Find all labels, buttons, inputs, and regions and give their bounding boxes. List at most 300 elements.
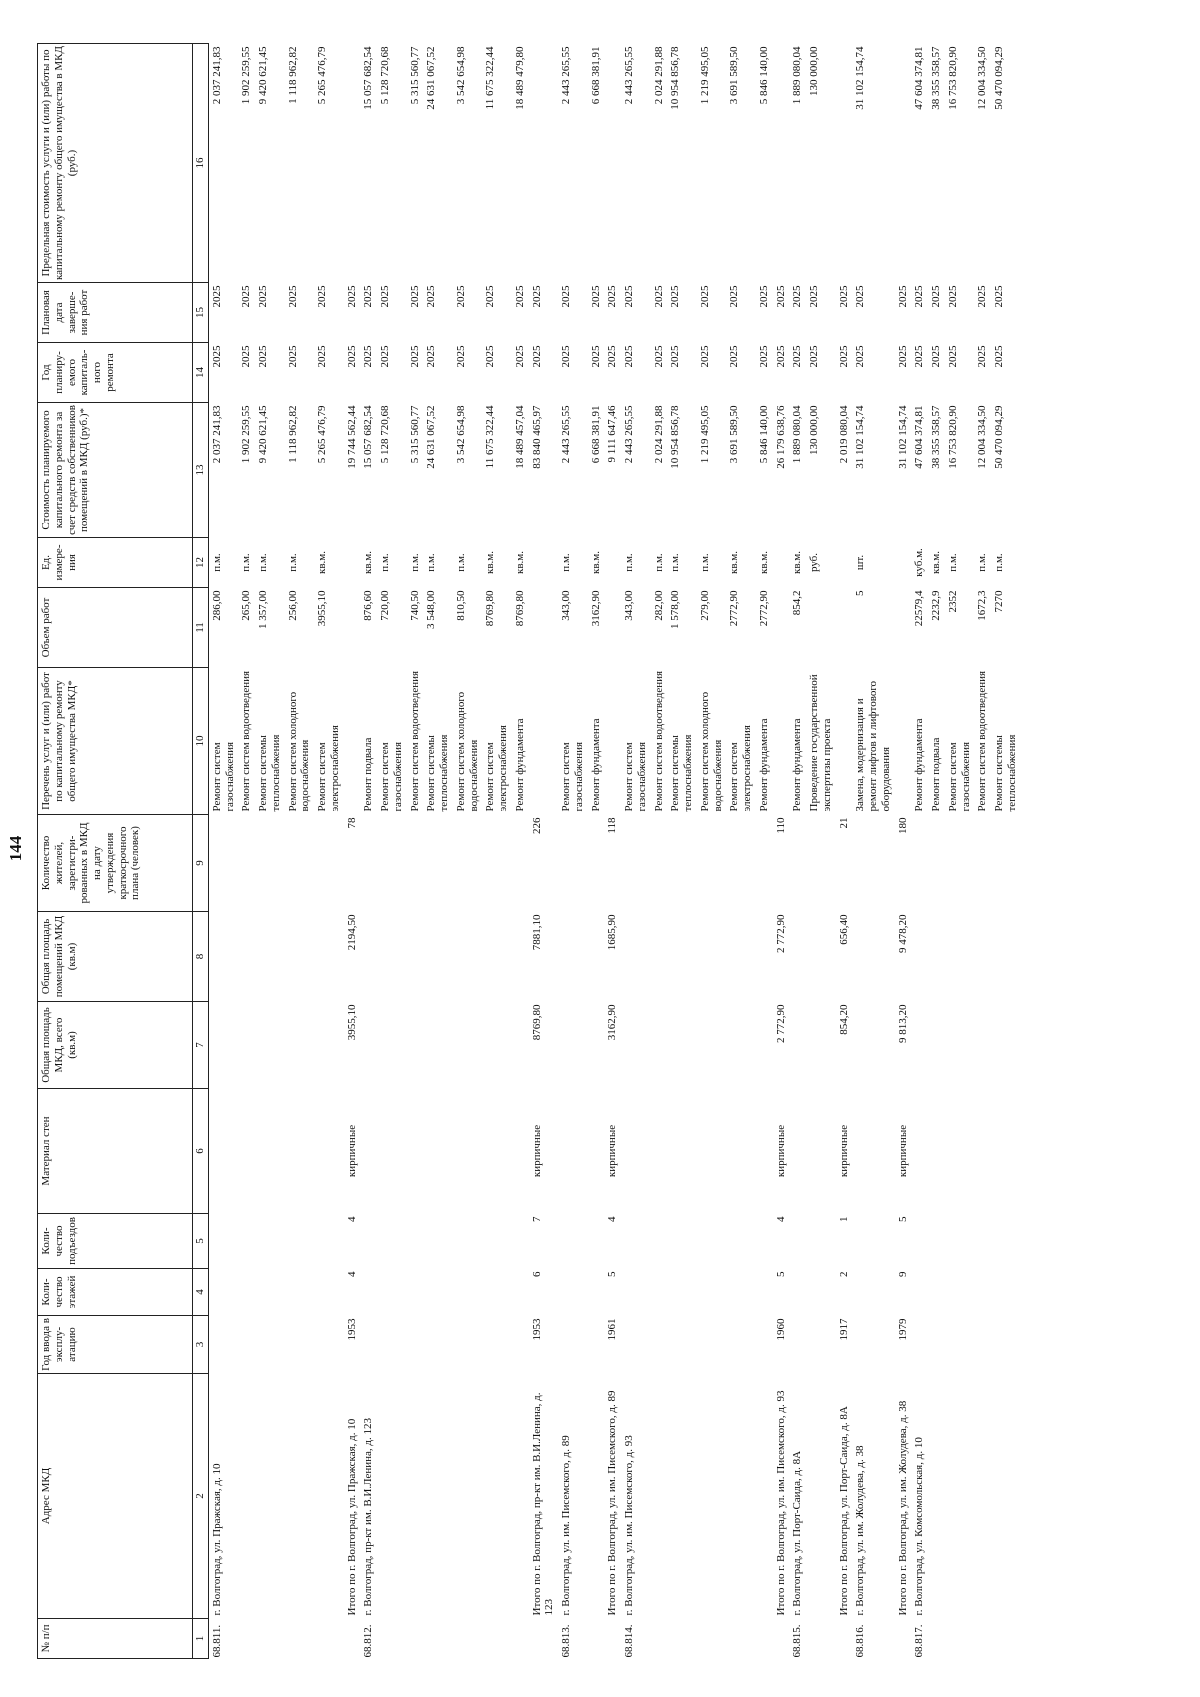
table-cell	[836, 668, 853, 815]
table-cell	[588, 815, 605, 912]
table-cell	[482, 815, 512, 912]
table-cell	[911, 1002, 928, 1089]
table-cell: 2772,90	[757, 590, 770, 627]
table-cell: 2025	[589, 345, 602, 368]
table-row	[285, 44, 315, 1659]
column-header: Количество жителей, зарегистри-рованных в МКД на дату утверждения краткосрочного плана (человек)	[38, 815, 193, 912]
table-cell: 2025	[854, 345, 867, 368]
table-cell	[928, 912, 945, 1002]
column-header: Год планиру-емого капиталь-ного ремонта	[38, 343, 193, 403]
table-cell	[482, 1619, 512, 1659]
table-cell: 2025	[454, 285, 467, 308]
table-cell	[255, 1619, 285, 1659]
table-cell: Ремонт систем водоотведения	[652, 670, 665, 812]
table-cell	[529, 588, 559, 668]
table-cell: 2 443 265,55	[560, 405, 572, 464]
table-cell	[806, 912, 836, 1002]
table-cell: 38 355 358,57	[930, 405, 942, 469]
column-header: Материал стен	[38, 1089, 193, 1214]
table-cell: 854,20	[837, 1004, 850, 1035]
table-row	[558, 44, 588, 1659]
table-cell	[255, 912, 285, 1002]
table-cell: 130 000,00	[808, 46, 820, 96]
table-cell: 2025	[589, 285, 602, 308]
column-number-row	[193, 44, 209, 1659]
table-cell: 740,50	[408, 590, 421, 621]
table-cell: Ремонт системы теплоснабжения	[425, 734, 450, 812]
table-cell	[558, 1269, 588, 1316]
table-cell: 2025	[757, 285, 770, 308]
column-header: Коли-чество этажей	[38, 1269, 193, 1316]
table-cell	[255, 1374, 285, 1619]
table-cell	[911, 1089, 928, 1214]
table-cell: 2025	[930, 285, 942, 308]
table-cell	[806, 588, 836, 668]
table-cell: 68.811.	[210, 1624, 223, 1658]
table-cell: 2025	[408, 345, 421, 368]
table-cell: 2025	[513, 285, 526, 308]
table-cell	[991, 1214, 1021, 1269]
table-cell: 18 489 479,80	[513, 46, 526, 110]
table-cell: 2025	[210, 345, 223, 368]
table-row	[482, 44, 512, 1659]
table-cell: 265,00	[240, 590, 253, 621]
table-cell	[991, 815, 1021, 912]
table-cell	[991, 1269, 1021, 1316]
table-cell: Ремонт систем электроснабжения	[728, 725, 753, 812]
table-cell	[314, 1002, 344, 1089]
table-cell: 50 470 094,29	[993, 46, 1005, 110]
table-cell: кв.м.	[757, 551, 770, 574]
table-cell	[806, 1214, 836, 1269]
table-cell	[453, 1374, 483, 1619]
table-cell	[344, 44, 361, 283]
table-cell	[423, 1002, 453, 1089]
table-cell: 7881,10	[530, 914, 543, 951]
table-cell	[314, 1214, 344, 1269]
table-cell: Ремонт систем газоснабжения	[210, 741, 236, 812]
table-cell: 2025	[484, 345, 497, 368]
table-cell: Итого по г. Волгоград, ул. им. Писемского, д. 93	[774, 1390, 787, 1616]
table-cell: 2025	[316, 285, 328, 308]
table-cell	[588, 1002, 605, 1089]
table-cell	[852, 1089, 894, 1214]
table-cell: 9 420 621,45	[257, 405, 269, 464]
table-cell: п.м.	[379, 553, 391, 572]
table-cell: Ремонт подвала	[930, 737, 942, 812]
column-number: 12	[193, 538, 209, 588]
table-cell	[789, 1089, 806, 1214]
table-cell: 3162,90	[589, 590, 602, 627]
table-cell: 1685,90	[606, 914, 619, 951]
column-number: 4	[193, 1269, 209, 1316]
table-cell: 68.814.	[623, 1624, 635, 1658]
table-cell	[512, 815, 529, 912]
table-cell	[360, 1089, 377, 1214]
table-cell: 2025	[408, 285, 421, 308]
table-cell: кирпичные	[606, 1124, 619, 1178]
table-cell: 8769,80	[484, 590, 497, 627]
table-cell	[974, 1269, 991, 1316]
table-cell	[651, 1316, 668, 1374]
table-cell	[344, 588, 361, 668]
table-cell	[407, 1269, 424, 1316]
table-cell	[255, 1214, 285, 1269]
table-cell: 2025	[425, 345, 438, 368]
column-number: 1	[193, 1619, 209, 1659]
table-cell: 2025	[976, 285, 989, 308]
table-cell: 6 668 381,91	[589, 405, 602, 464]
table-cell: Ремонт систем электроснабжения	[484, 725, 509, 812]
table-cell: 2025	[530, 285, 543, 308]
table-cell: 2025	[286, 285, 299, 308]
table-cell	[604, 1619, 621, 1659]
table-cell	[697, 1269, 727, 1316]
table-cell: 5 128 720,68	[379, 405, 391, 464]
table-cell: п.м.	[623, 553, 635, 572]
table-cell	[836, 538, 853, 588]
table-cell: 2025	[808, 345, 820, 368]
table-cell: 2025	[560, 345, 572, 368]
table-cell: 2025	[728, 285, 741, 308]
table-cell	[756, 1214, 773, 1269]
table-row	[238, 44, 255, 1659]
table-cell	[238, 1002, 255, 1089]
table-cell	[453, 912, 483, 1002]
table-cell: п.м.	[408, 553, 421, 572]
table-row	[756, 44, 773, 1659]
table-cell: 2 772,90	[774, 914, 787, 953]
table-cell	[314, 1619, 344, 1659]
table-row	[377, 44, 407, 1659]
table-cell	[512, 1089, 529, 1214]
table-cell: кв.м.	[791, 551, 804, 574]
table-cell: 1917	[837, 1318, 850, 1341]
table-cell	[697, 1619, 727, 1659]
table-cell	[651, 1002, 668, 1089]
table-cell	[974, 1374, 991, 1619]
table-cell	[529, 668, 559, 815]
table-cell: 2025	[896, 345, 909, 368]
table-cell: 282,00	[652, 590, 665, 621]
table-cell	[651, 1214, 668, 1269]
table-cell	[423, 912, 453, 1002]
total-row	[344, 44, 361, 1659]
table-cell	[621, 1089, 651, 1214]
table-cell: п.м.	[976, 553, 989, 572]
table-cell	[895, 588, 912, 668]
table-cell: 2 037 241,83	[210, 405, 223, 464]
table-cell	[377, 1214, 407, 1269]
table-cell	[974, 1089, 991, 1214]
table-cell: 1 219 495,05	[698, 405, 711, 464]
column-header: Общая площадь МКД, всего (кв.м)	[38, 1002, 193, 1089]
table-cell	[991, 1374, 1021, 1619]
table-cell: 5	[854, 590, 867, 596]
table-cell	[651, 815, 668, 912]
table-cell: 2 037 241,83	[210, 46, 223, 105]
table-cell	[974, 1002, 991, 1089]
total-row	[604, 44, 621, 1659]
table-cell	[911, 912, 928, 1002]
table-cell: куб.м.	[913, 548, 926, 577]
capital-repair-table	[37, 43, 1021, 1659]
table-cell	[651, 1374, 668, 1619]
table-cell: 9 813,20	[896, 1004, 909, 1043]
table-cell	[407, 912, 424, 1002]
table-cell: 83 840 465,97	[530, 405, 543, 469]
table-cell	[344, 1619, 361, 1659]
table-cell	[407, 815, 424, 912]
table-cell: 2025	[837, 345, 850, 368]
table-cell	[911, 1214, 928, 1269]
table-cell: 2025	[946, 285, 959, 308]
table-cell: 656,40	[837, 914, 850, 945]
column-number: 5	[193, 1214, 209, 1269]
table-cell	[991, 912, 1021, 1002]
table-cell: 2 019 080,04	[837, 405, 850, 464]
table-cell	[377, 1269, 407, 1316]
table-cell: 18 489 457,04	[513, 405, 526, 469]
table-cell	[852, 1002, 894, 1089]
table-cell: 2	[837, 1271, 850, 1277]
table-cell: 6 668 381,91	[589, 46, 602, 105]
table-cell	[588, 1374, 605, 1619]
table-cell	[651, 912, 668, 1002]
table-cell: 1960	[774, 1318, 787, 1341]
table-cell: 9 420 621,45	[257, 46, 269, 105]
table-cell	[314, 1269, 344, 1316]
table-row	[314, 44, 344, 1659]
table-cell: Ремонт фундамента	[757, 718, 770, 812]
table-cell	[558, 1214, 588, 1269]
table-cell: 3 548,00	[425, 590, 438, 629]
table-cell: 2025	[993, 285, 1005, 308]
table-cell: Проведение государственной экспертизы проекта	[808, 674, 833, 812]
table-row	[852, 44, 894, 1659]
table-cell: 2025	[774, 285, 787, 308]
table-cell	[558, 1316, 588, 1374]
table-cell: 4	[774, 1216, 787, 1222]
table-cell	[756, 1269, 773, 1316]
table-cell	[208, 1089, 238, 1214]
table-cell: кв.м.	[728, 551, 741, 574]
table-cell	[423, 1374, 453, 1619]
total-row	[836, 44, 853, 1659]
table-cell	[423, 815, 453, 912]
table-cell	[726, 815, 756, 912]
table-row	[588, 44, 605, 1659]
table-cell: 68.812.	[362, 1624, 375, 1658]
table-cell: 11 675 322,44	[484, 405, 497, 469]
table-cell	[604, 668, 621, 815]
table-cell: 4	[606, 1216, 619, 1222]
table-cell: Замена, модернизация и ремонт лифтов и лифтового оборудования	[854, 680, 892, 812]
table-cell	[806, 815, 836, 912]
table-cell: 110	[774, 817, 787, 834]
table-cell: 31 102 154,74	[896, 405, 909, 469]
table-cell	[773, 1619, 790, 1659]
table-cell	[773, 44, 790, 283]
table-cell	[928, 1214, 945, 1269]
table-cell	[453, 1214, 483, 1269]
table-cell: кв.м.	[484, 551, 497, 574]
table-cell	[208, 1316, 238, 1374]
table-cell: кирпичные	[530, 1124, 543, 1178]
table-cell: 2025	[530, 345, 543, 368]
table-cell	[789, 1316, 806, 1374]
table-row	[974, 44, 991, 1659]
table-cell: 22579,4	[913, 590, 926, 627]
table-cell: 1 889 080,04	[791, 46, 804, 105]
table-cell	[255, 1002, 285, 1089]
table-cell	[558, 1089, 588, 1214]
table-cell: 2025	[976, 345, 989, 368]
table-cell	[407, 1002, 424, 1089]
column-number: 13	[193, 403, 209, 538]
table-cell: Ремонт системы теплоснабжения	[993, 734, 1018, 812]
table-cell: кирпичные	[837, 1124, 850, 1178]
table-row	[789, 44, 806, 1659]
table-cell: Итого по г. Волгоград, ул. Пражская, д. 10	[345, 1418, 358, 1616]
table-cell	[991, 1619, 1021, 1659]
table-cell: 2025	[560, 285, 572, 308]
table-cell	[806, 1316, 836, 1374]
table-cell	[928, 1269, 945, 1316]
table-cell	[588, 1089, 605, 1214]
table-cell	[208, 1002, 238, 1089]
column-number: 15	[193, 283, 209, 343]
table-cell: 118	[606, 817, 619, 834]
table-cell: 47 604 374,81	[913, 46, 926, 110]
column-number: 8	[193, 912, 209, 1002]
table-cell	[238, 1214, 255, 1269]
table-cell	[756, 815, 773, 912]
table-cell: п.м.	[286, 553, 299, 572]
table-cell: п.м.	[240, 553, 253, 572]
table-cell	[726, 1002, 756, 1089]
table-cell: 1 118 962,82	[286, 405, 299, 463]
table-cell: 2025	[257, 285, 269, 308]
table-cell: 2025	[652, 285, 665, 308]
table-cell	[697, 1002, 727, 1089]
table-cell: г. Волгоград, ул. им. Жолудева, д. 38	[854, 1445, 867, 1616]
table-cell: 19 744 562,44	[345, 405, 358, 469]
table-cell	[238, 1374, 255, 1619]
table-cell	[314, 1089, 344, 1214]
table-cell: п.м.	[993, 553, 1005, 572]
table-cell	[697, 815, 727, 912]
table-cell	[945, 815, 975, 912]
table-cell	[482, 1002, 512, 1089]
column-header: Перечень услуг и (или) работ по капитальному ремонту общего имущества МКД*	[38, 668, 193, 815]
table-cell: 1953	[530, 1318, 543, 1341]
column-header: Плановая дата заверше-ния работ	[38, 283, 193, 343]
table-cell: п.м.	[669, 553, 682, 572]
table-cell: 1 357,00	[257, 590, 269, 629]
table-cell: кирпичные	[774, 1124, 787, 1178]
table-cell	[453, 815, 483, 912]
table-cell	[238, 1089, 255, 1214]
table-cell: 31 102 154,74	[854, 46, 867, 110]
table-cell: 26 179 638,76	[774, 405, 787, 469]
table-cell: 4	[345, 1271, 358, 1277]
table-cell: 2025	[210, 285, 223, 308]
table-cell	[621, 1316, 651, 1374]
table-cell	[314, 815, 344, 912]
table-cell	[604, 538, 621, 588]
table-row	[512, 44, 529, 1659]
table-cell	[238, 1619, 255, 1659]
table-cell: 68.815.	[791, 1624, 804, 1658]
table-cell: 5	[774, 1271, 787, 1277]
table-cell: Ремонт систем водоотведения	[976, 670, 989, 812]
table-cell	[895, 44, 912, 283]
table-cell: 16 753 820,90	[946, 405, 959, 469]
table-cell: Ремонт подвала	[362, 737, 375, 812]
table-cell: п.м.	[210, 553, 223, 572]
table-cell	[991, 1316, 1021, 1374]
table-cell	[407, 1316, 424, 1374]
table-cell	[512, 1619, 529, 1659]
table-cell	[529, 538, 559, 588]
table-cell: Итого по г. Волгоград, пр-кт им. В.И.Ленина, д. 123	[530, 1392, 556, 1616]
table-cell: 1 902 259,55	[240, 46, 253, 105]
table-cell	[789, 1269, 806, 1316]
table-cell	[423, 1214, 453, 1269]
table-cell	[928, 1002, 945, 1089]
table-cell: кв.м.	[930, 551, 942, 574]
table-cell: 286,00	[210, 590, 223, 621]
table-cell	[945, 1002, 975, 1089]
table-cell: 2025	[913, 285, 926, 308]
table-cell	[377, 815, 407, 912]
table-cell	[314, 1316, 344, 1374]
table-cell: 2025	[728, 345, 741, 368]
table-cell: Ремонт фундамента	[791, 718, 804, 812]
table-cell	[285, 1214, 315, 1269]
table-cell	[895, 1619, 912, 1659]
table-cell	[604, 588, 621, 668]
table-cell	[512, 1214, 529, 1269]
table-cell: 7	[530, 1216, 543, 1222]
table-cell: кирпичные	[345, 1124, 358, 1178]
table-cell: 3 691 589,50	[728, 46, 741, 105]
table-cell: 2 443 265,55	[623, 46, 635, 105]
table-cell	[756, 1002, 773, 1089]
table-cell: г. Волгоград, ул. им. Писемского, д. 93	[623, 1435, 635, 1616]
table-cell	[285, 1316, 315, 1374]
table-cell: п.м.	[652, 553, 665, 572]
table-cell	[482, 1374, 512, 1619]
column-number: 6	[193, 1089, 209, 1214]
table-cell	[852, 1214, 894, 1269]
table-cell	[255, 1089, 285, 1214]
table-cell: 1953	[345, 1318, 358, 1341]
table-cell: 21	[837, 817, 850, 829]
table-cell: 3955,10	[316, 590, 328, 627]
table-cell	[285, 1619, 315, 1659]
table-cell: 2772,90	[728, 590, 741, 627]
table-cell: 24 631 067,52	[425, 46, 438, 110]
table-cell	[423, 1316, 453, 1374]
table-row	[697, 44, 727, 1659]
table-cell: 24 631 067,52	[425, 405, 438, 469]
table-cell: Ремонт систем газоснабжения	[946, 741, 972, 812]
table-cell: 2025	[345, 345, 358, 368]
table-cell: 68.816.	[854, 1624, 867, 1658]
table-cell: 78	[345, 817, 358, 829]
